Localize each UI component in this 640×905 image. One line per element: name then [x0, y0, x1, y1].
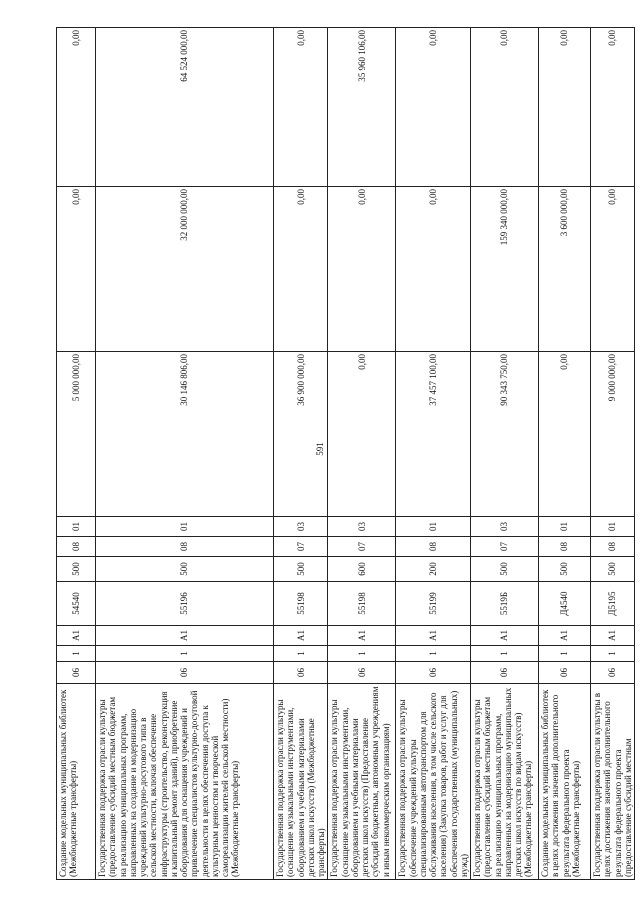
project-code: А1 — [328, 626, 396, 646]
amount-year-3: 0,00 — [539, 28, 591, 187]
table-body — [57, 28, 635, 880]
subsection-code: 03 — [328, 517, 396, 537]
amount-year-1: 30 146 806,00 — [96, 352, 274, 517]
amount-year-3: 35 960 106,00 — [328, 28, 396, 187]
amount-year-2: 0,00 — [328, 187, 396, 352]
amount-year-1: 9 000 000,00 — [591, 352, 635, 517]
amount-year-2: 0,00 — [396, 187, 471, 352]
budget-table — [56, 27, 635, 880]
direction-code: Д4540 — [539, 582, 591, 626]
amount-year-1: 36 900 000,00 — [274, 352, 328, 517]
expense-type-code: 500 — [96, 557, 274, 582]
amount-year-3: 0,00 — [396, 28, 471, 187]
subprogram-code: 1 — [539, 646, 591, 662]
row-description: Создание модельных муниципальных библиотек (Межбюджетные трансферты) — [57, 684, 96, 880]
amount-year-1: 5 000 000,00 — [57, 352, 96, 517]
table-row — [328, 28, 396, 880]
amount-year-3: 0,00 — [274, 28, 328, 187]
row-description: Государственная поддержка отрасли культуры (оснащение музыкальными инструментами, оборудованием и учебными материалами детских школ искусств) (Предоставление субсидий бюджетным, автономным учреждениям и иным некоммерческим организациям) — [328, 684, 396, 880]
section-code: 07 — [274, 537, 328, 557]
direction-code: 55199 — [396, 582, 471, 626]
subprogram-code: 1 — [396, 646, 471, 662]
project-code: А1 — [96, 626, 274, 646]
program-code: 06 — [328, 662, 396, 684]
project-code: А1 — [471, 626, 539, 646]
subsection-code: 03 — [274, 517, 328, 537]
row-description: Создание модельных муниципальных библиотек в целях достижения значений дополнительного результата федерального проекта (Межбюджетные трансферты) — [539, 684, 591, 880]
amount-year-2: 0,00 — [57, 187, 96, 352]
table-row — [396, 28, 471, 880]
amount-year-3: 64 524 000,00 — [96, 28, 274, 187]
amount-year-2: 32 000 000,00 — [96, 187, 274, 352]
subsection-code: 01 — [57, 517, 96, 537]
amount-year-1: 37 457 100,00 — [396, 352, 471, 517]
project-code: А1 — [57, 626, 96, 646]
direction-code: 55198 — [328, 582, 396, 626]
expense-type-code: 200 — [396, 557, 471, 582]
amount-year-2: 159 340 000,00 — [471, 187, 539, 352]
page-number: 591 — [315, 442, 325, 456]
direction-code: 55198 — [274, 582, 328, 626]
table-row — [471, 28, 539, 880]
direction-code: 54540 — [57, 582, 96, 626]
table-row — [539, 28, 591, 880]
row-description: Государственная поддержка отрасли культуры (предоставление субсидий местным бюджетам на реализацию муниципальных программ, направленных на создание и модернизацию учреждений культурно-досугового типа в сельской местности, включая обеспечение инфраструктуры (строительство, реконструкция и капитальный ремонт зданий), приобретение оборудования для оснащения учреждений и привлечение специалистов культурно-досуговой деятельности в целях обеспечения доступа к культурным ценностям и творческой самореализации жителей сельской местности) (Межбюджетные трансферты) — [96, 684, 274, 880]
row-description: Государственная поддержка отрасли культуры в целях достижения значений дополнительного результата федерального проекта (предоставление субсидий местным — [591, 684, 635, 880]
direction-code: 5519Б — [471, 582, 539, 626]
program-code: 06 — [96, 662, 274, 684]
subprogram-code: 1 — [274, 646, 328, 662]
amount-year-2: 3 600 000,00 — [539, 187, 591, 352]
project-code: А1 — [591, 626, 635, 646]
amount-year-3: 0,00 — [471, 28, 539, 187]
section-code: 08 — [396, 537, 471, 557]
section-code: 08 — [96, 537, 274, 557]
row-description: Государственная поддержка отрасли культуры (обеспечение учреждений культуры специализированным автотранспортом для обслуживания населения, в том числе сельского населения) (Закупка товаров, работ и услуг для обеспечения государственных (муниципальных) нужд) — [396, 684, 471, 880]
section-code: 08 — [57, 537, 96, 557]
amount-year-3: 0,00 — [591, 28, 635, 187]
section-code: 08 — [539, 537, 591, 557]
subsection-code: 03 — [471, 517, 539, 537]
subsection-code: 01 — [539, 517, 591, 537]
subprogram-code: 1 — [591, 646, 635, 662]
project-code: А1 — [274, 626, 328, 646]
direction-code: Д5195 — [591, 582, 635, 626]
amount-year-2: 0,00 — [591, 187, 635, 352]
table-row — [96, 28, 274, 880]
subprogram-code: 1 — [57, 646, 96, 662]
project-code: А1 — [396, 626, 471, 646]
table-row — [274, 28, 328, 880]
row-description: Государственная поддержка отрасли культуры (оснащение музыкальными инструментами, оборудованием и учебными материалами детских школ искусств) (Межбюджетные трансферты) — [274, 684, 328, 880]
subprogram-code: 1 — [471, 646, 539, 662]
program-code: 06 — [539, 662, 591, 684]
subsection-code: 01 — [591, 517, 635, 537]
program-code: 06 — [591, 662, 635, 684]
subsection-code: 01 — [396, 517, 471, 537]
row-description: Государственная поддержка отрасли культуры (предоставление субсидий местным бюджетам на реализацию муниципальных программ, направленных на модернизацию муниципальных детских школ искусств по видам искусств) (Межбюджетные трансферты) — [471, 684, 539, 880]
amount-year-1: 90 343 750,00 — [471, 352, 539, 517]
project-code: А1 — [539, 626, 591, 646]
program-code: 06 — [57, 662, 96, 684]
amount-year-1: 0,00 — [539, 352, 591, 517]
program-code: 06 — [471, 662, 539, 684]
expense-type-code: 500 — [471, 557, 539, 582]
budget-table-rotated — [56, 28, 633, 880]
expense-type-code: 500 — [591, 557, 635, 582]
expense-type-code: 500 — [274, 557, 328, 582]
expense-type-code: 600 — [328, 557, 396, 582]
subprogram-code: 1 — [328, 646, 396, 662]
subprogram-code: 1 — [96, 646, 274, 662]
table-row — [591, 28, 635, 880]
subsection-code: 01 — [96, 517, 274, 537]
amount-year-2: 0,00 — [274, 187, 328, 352]
amount-year-1: 0,00 — [328, 352, 396, 517]
section-code: 08 — [591, 537, 635, 557]
direction-code: 55196 — [96, 582, 274, 626]
expense-type-code: 500 — [57, 557, 96, 582]
expense-type-code: 500 — [539, 557, 591, 582]
amount-year-3: 0,00 — [57, 28, 96, 187]
program-code: 06 — [274, 662, 328, 684]
program-code: 06 — [396, 662, 471, 684]
section-code: 07 — [328, 537, 396, 557]
table-row — [57, 28, 96, 880]
section-code: 07 — [471, 537, 539, 557]
